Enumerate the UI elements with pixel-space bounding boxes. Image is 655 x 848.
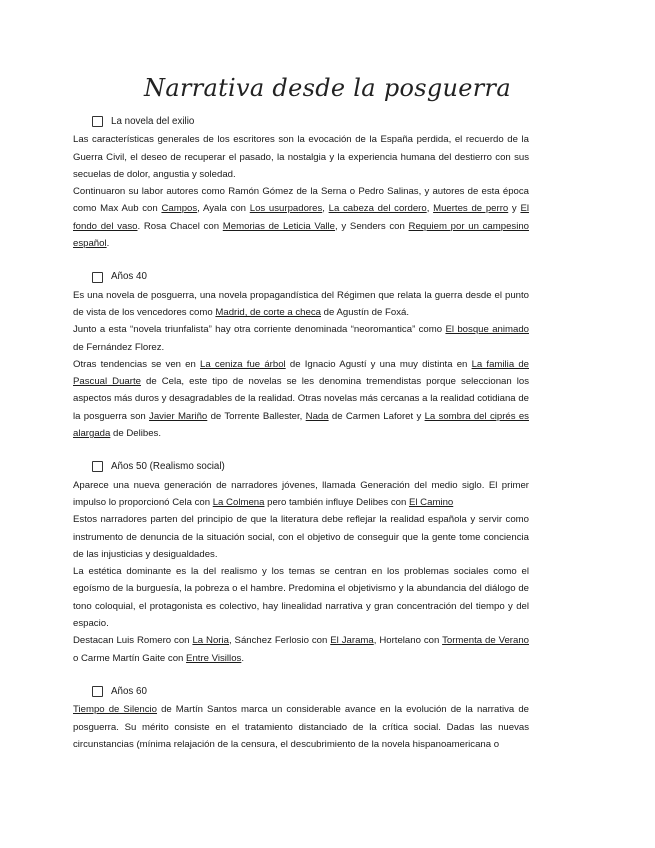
text-run: Otras tendencias se ven en xyxy=(73,358,201,370)
text-run: Junto a esta “novela triunfalista” hay otra corriente denominada “neoromantica” como xyxy=(73,324,446,336)
work-title: Entre Visillos xyxy=(186,652,242,664)
section xyxy=(73,113,529,252)
text-run: . Rosa Chacel con xyxy=(137,220,223,232)
work-title: Nada xyxy=(305,410,329,422)
work-title: Campos xyxy=(161,203,198,215)
text-run: Las características generales de los escritores son la evocación de la España perdida, el recuerdo de la Guerra Civil, el deseo de recuperar el pasado, la nostalgia y la experiencia humana del destierro con sus secuelas de dolor, angustia y soledad. xyxy=(73,134,529,180)
text-run: Estos narradores parten del principio de que la literatura debe reflejar la realidad española y servir como instrumento de denuncia de la situación social, con el objetivo de conseguir que la gente tome conciencia de las injusticias y desigualdades. xyxy=(73,514,529,560)
paragraph xyxy=(73,287,529,322)
work-title: El Camino xyxy=(408,496,454,508)
checkbox-icon[interactable] xyxy=(92,686,103,697)
section-heading xyxy=(92,458,529,475)
text-run: pero también influye Delibes con xyxy=(264,496,409,508)
text-run: Es una novela de posguerra, una novela propagandística del Régimen que relata la guerra desde el punto de vista de los vencedores como xyxy=(73,289,529,318)
section xyxy=(73,683,529,753)
section-heading-label: Años 40 xyxy=(111,271,147,283)
text-run: , Ayala con xyxy=(197,203,250,215)
text-run: Destacan Luis Romero con xyxy=(73,635,193,647)
work-title: Tiempo de Silencio xyxy=(73,704,158,716)
checkbox-icon[interactable] xyxy=(92,272,103,283)
paragraph xyxy=(73,477,529,512)
text-run: de Cela, este tipo de novelas se les denomina tremendistas porque seleccionan los aspectos más duros y desagradables de la realidad. Otras novelas más cercanas a la realidad cotidiana de la posguerra son xyxy=(73,376,529,422)
section-heading xyxy=(92,268,529,285)
paragraph xyxy=(73,632,529,667)
work-title: La Colmena xyxy=(212,496,265,508)
work-title: La Noria xyxy=(192,635,229,647)
text-run: , xyxy=(426,203,434,215)
paragraph xyxy=(73,131,529,183)
work-title: Javier Mariño xyxy=(149,410,208,422)
text-run: o Carme Martín Gaite con xyxy=(73,652,187,664)
text-run: , Hortelano con xyxy=(373,635,443,647)
work-title: La familia de Pascual Duarte xyxy=(73,358,530,388)
text-run: de Agustín de Foxá. xyxy=(320,306,409,318)
text-run: de Ignacio Agustí y una muy distinta en xyxy=(285,358,472,370)
paragraph xyxy=(73,563,529,632)
work-title: Los usurpadores xyxy=(249,203,323,215)
paragraph xyxy=(73,511,529,563)
work-title: El Jarama xyxy=(330,635,374,647)
text-run: . xyxy=(106,238,110,250)
text-run: de Delibes. xyxy=(110,428,162,440)
work-title: El bosque animado xyxy=(445,324,529,336)
text-run: , y Senders con xyxy=(335,220,409,232)
text-run: de Martín Santos marca un considerable avance en la evolución de la narrativa de posguerra. Su mérito consiste en el tratamiento distanciado de la crítica social. Dadas las nuevas circunstancias (mínima relajación de la censura, el descubrimiento de la novela hispanoamericana o xyxy=(73,704,529,750)
paragraph xyxy=(73,321,529,356)
checkbox-icon[interactable] xyxy=(92,461,103,472)
section-heading-label: La novela del exilio xyxy=(111,116,195,127)
section-heading-label: Años 60 xyxy=(111,685,147,697)
section-heading xyxy=(92,683,529,700)
text-run: , xyxy=(322,203,329,215)
document-body xyxy=(73,113,529,769)
paragraph xyxy=(73,701,529,753)
work-title: La sombra del ciprés es alargada xyxy=(73,410,529,440)
work-title: Tormenta de Verano xyxy=(442,635,530,647)
work-title: Memorias de Leticia Valle xyxy=(222,220,336,232)
work-title: Muertes de perro xyxy=(433,203,509,215)
work-title: Requiem por un campesino español xyxy=(73,220,530,250)
work-title: La ceniza fue árbol xyxy=(200,358,286,370)
work-title: Madrid, de corte a checa xyxy=(215,306,321,318)
work-title: El fondo del vaso xyxy=(73,203,529,232)
text-run: Aparece una nueva generación de narradores jóvenes, llamada Generación del medio siglo. El primer impulso lo proporcionó Cela con xyxy=(73,479,529,508)
work-title: La cabeza del cordero xyxy=(328,203,427,215)
text-run: y xyxy=(508,203,521,215)
text-run: . xyxy=(241,652,244,664)
paragraph xyxy=(73,356,529,442)
section xyxy=(73,458,529,667)
checkbox-icon[interactable] xyxy=(92,116,103,127)
section-heading xyxy=(92,113,529,130)
text-run: , Sánchez Ferlosio con xyxy=(228,635,331,647)
text-run: de Fernández Florez. xyxy=(73,341,165,353)
text-run: La estética dominante es la del realismo y los temas se centran en los problemas sociales como el egoísmo de la burguesía, la pobreza o el hambre. Predomina el objetivismo y la abundancia del diálogo de tono coloquial, el protagonista es colectivo, hay linealidad narrativa y gran concentración del tiempo y del espacio. xyxy=(73,566,529,630)
text-run: Continuaron su labor autores como Ramón Gómez de la Serna o Pedro Salinas, y autores de esta época como Max Aub con xyxy=(73,186,529,215)
section xyxy=(73,268,529,442)
text-run: de Torrente Ballester, xyxy=(207,410,306,422)
page-title: Narrativa desde la posguerra xyxy=(144,74,511,102)
paragraph xyxy=(73,183,529,252)
section-heading-label: Años 50 (Realismo social) xyxy=(111,461,225,473)
text-run: de Carmen Laforet y xyxy=(328,410,425,422)
